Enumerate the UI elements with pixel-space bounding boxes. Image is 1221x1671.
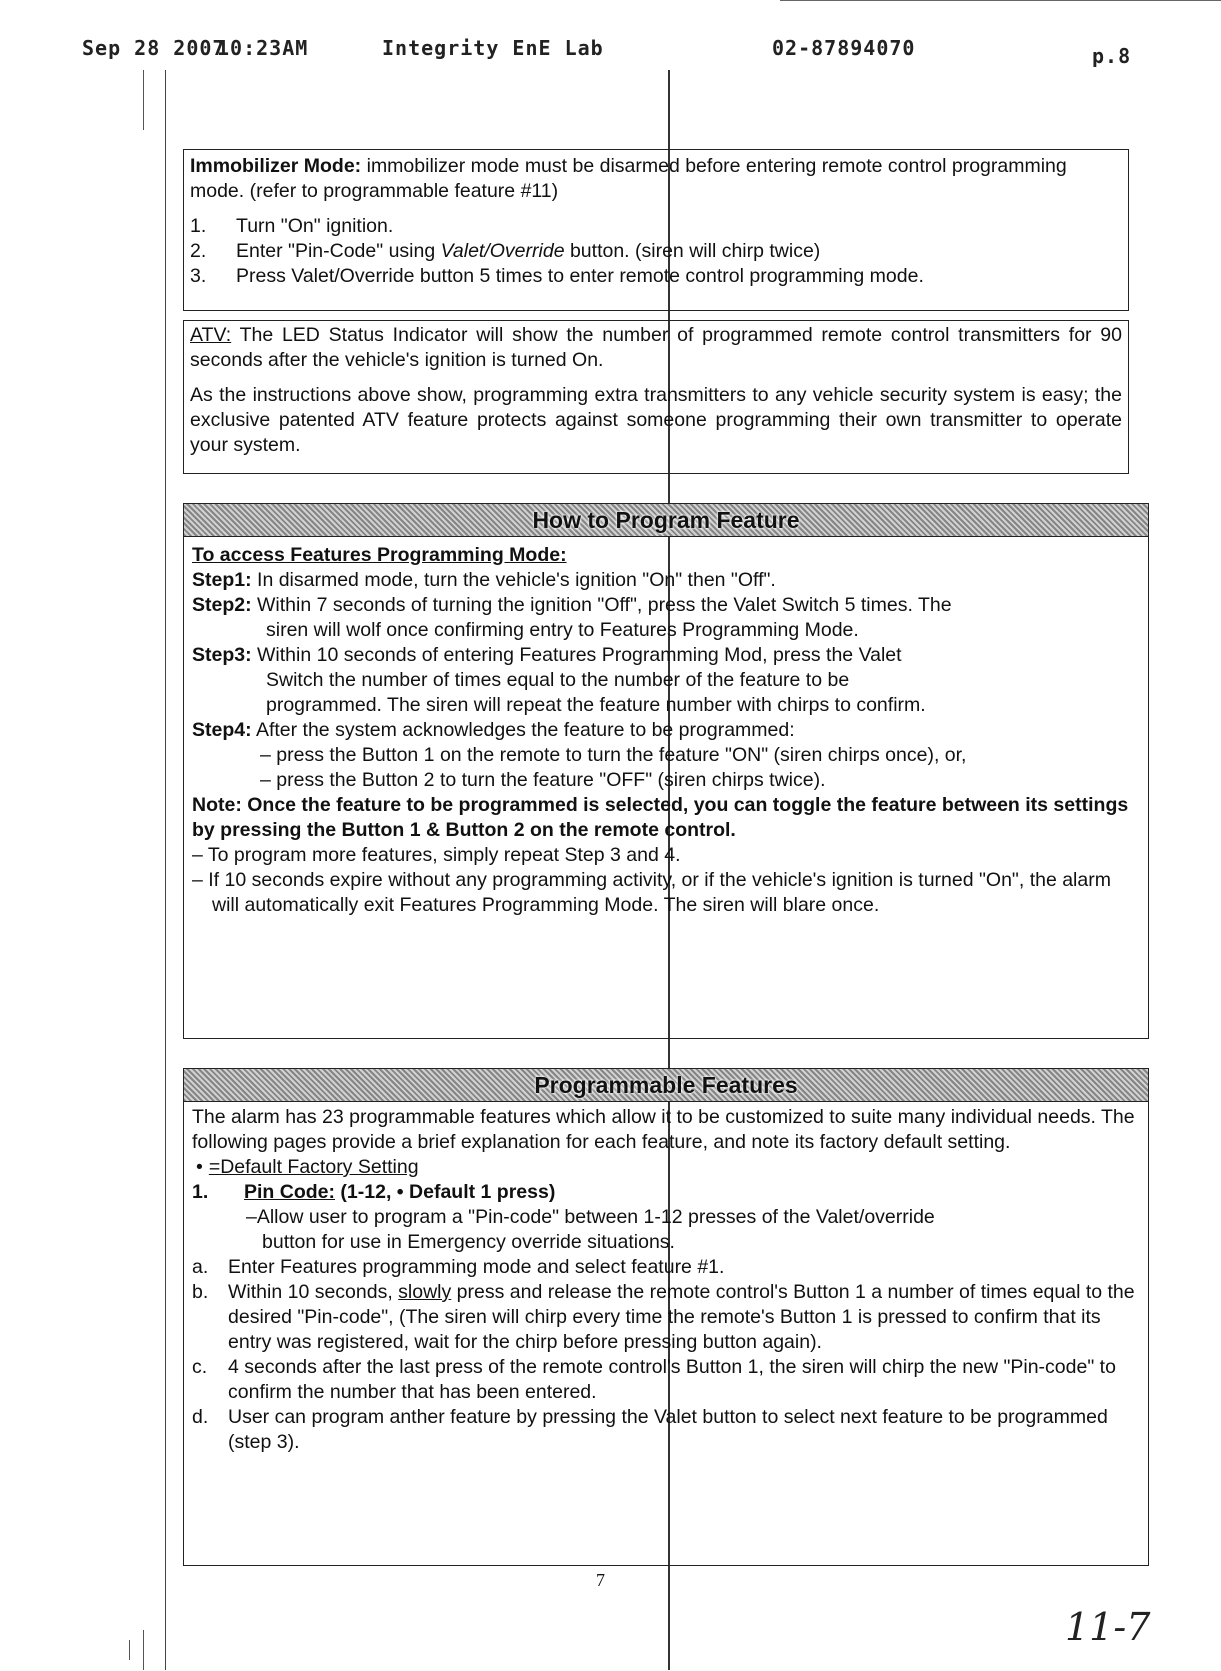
- feature-1-item-d: d. User can program anther feature by pressing the Valet button to select next feature to be programmed (step 3).: [192, 1406, 1108, 1453]
- step-3-cont-1: Switch the number of times equal to the number of the feature to be: [266, 669, 850, 691]
- feature-1-description: –Allow user to program a "Pin-code" between 1-12 presses of the Valet/override button for use in Emergency override situations.: [246, 1206, 935, 1253]
- step-4-a: – press the Button 1 on the remote to turn the feature "ON" (siren chirps once), or,: [260, 744, 967, 766]
- access-mode-title: To access Features Programming Mode:: [192, 544, 567, 566]
- note-bullet-2: – If 10 seconds expire without any programming activity, or if the vehicle's ignition is turned "On", the alarm will automatically exit Features Programming Mode. The siren will blare once.: [192, 869, 1111, 916]
- programmable-features-banner: Programmable Features: [184, 1069, 1148, 1102]
- immobilizer-step-2: 2. Enter "Pin-Code" using Valet/Override button. (siren will chirp twice): [190, 240, 821, 262]
- scan-artifact-top-line: [780, 0, 1221, 1]
- scan-artifact-line-left-4: [129, 1640, 130, 1660]
- step-3: Step3: Within 10 seconds of entering Features Programming Mod, press the Valet: [192, 644, 902, 666]
- immobilizer-title: Immobilizer Mode:: [190, 155, 362, 177]
- programmable-intro: The alarm has 23 programmable features which allow it to be customized to suite many individual needs. The following pages provide a brief explanation for each feature, and note its factory default setting.: [192, 1106, 1135, 1153]
- atv-section: [183, 320, 1129, 474]
- feature-1-item-a: a. Enter Features programming mode and select feature #1.: [192, 1256, 725, 1278]
- atv-text-1: ATV: The LED Status Indicator will show the number of programmed remote control transmitters for 90 seconds after the vehicle's ignition is turned On.: [190, 324, 1122, 371]
- page-number: 7: [596, 1570, 605, 1590]
- how-to-program-section: [183, 503, 1149, 1039]
- how-to-program-banner: How to Program Feature: [184, 504, 1148, 537]
- fax-company: Integrity EnE Lab: [382, 36, 604, 60]
- step-1: Step1: In disarmed mode, turn the vehicle's ignition "On" then "Off".: [192, 569, 776, 591]
- default-legend: • =Default Factory Setting: [196, 1156, 419, 1178]
- step-2: Step2: Within 7 seconds of turning the ignition "Off", press the Valet Switch 5 times. The: [192, 594, 952, 616]
- fax-phone: 02-87894070: [772, 36, 916, 60]
- fax-header: [82, 36, 1162, 66]
- step-4-b: – press the Button 2 to turn the feature "OFF" (siren chirps twice).: [260, 769, 826, 791]
- immobilizer-steps: [190, 214, 1122, 289]
- immobilizer-text: immobilizer mode must be disarmed before entering remote control programming mode. (refer to programmable feature #11): [190, 155, 1067, 202]
- immobilizer-step-3: 3. Press Valet/Override button 5 times to enter remote control programming mode.: [190, 265, 924, 287]
- scan-artifact-line-left: [165, 70, 166, 1670]
- scan-artifact-line-left-2: [143, 70, 144, 130]
- programmable-features-section: [183, 1068, 1149, 1566]
- step-3-cont-2: programmed. The siren will repeat the feature number with chirps to confirm.: [266, 694, 926, 716]
- feature-1-item-c: c. 4 seconds after the last press of the remote control's Button 1, the siren will chirp the new "Pin-code" to confirm the number that has been entered.: [192, 1356, 1116, 1403]
- handwritten-note: 11-7: [1065, 1605, 1151, 1649]
- fax-page: p.8: [1092, 44, 1132, 68]
- note-bullet-1: – To program more features, simply repeat Step 3 and 4.: [192, 844, 681, 866]
- immobilizer-section: [183, 149, 1129, 311]
- immobilizer-intro: [190, 154, 1122, 204]
- toggle-note: Note: Once the feature to be programmed is selected, you can toggle the feature between its settings by pressing the Button 1 & Button 2 on the remote control.: [192, 794, 1129, 841]
- fax-time: 10:23AM: [217, 36, 309, 60]
- step-2-cont: siren will wolf once confirming entry to Features Programming Mode.: [266, 619, 859, 641]
- feature-1-item-b: b. Within 10 seconds, slowly press and release the remote control's Button 1 a number of times equal to the desired "Pin-code", (The siren will chirp every time the remote's Button 1 is pressed to confirm that its entry was registered, wait for the chirp before pressing button again).: [192, 1281, 1135, 1353]
- feature-1-heading: 1. Pin Code: (1-12, • Default 1 press): [192, 1181, 556, 1203]
- step-4: Step4: After the system acknowledges the feature to be programmed:: [192, 719, 795, 741]
- fax-date: Sep 28 2007: [82, 36, 226, 60]
- atv-label: ATV:: [190, 324, 232, 346]
- default-bullet-icon: •: [196, 1156, 203, 1178]
- scan-artifact-line-left-3: [143, 1630, 144, 1670]
- immobilizer-step-1: 1. Turn "On" ignition.: [190, 215, 394, 237]
- atv-text-2: As the instructions above show, programming extra transmitters to any vehicle security system is easy; the exclusive patented ATV feature protects against someone programming their own transmitter to operate your system.: [190, 384, 1122, 456]
